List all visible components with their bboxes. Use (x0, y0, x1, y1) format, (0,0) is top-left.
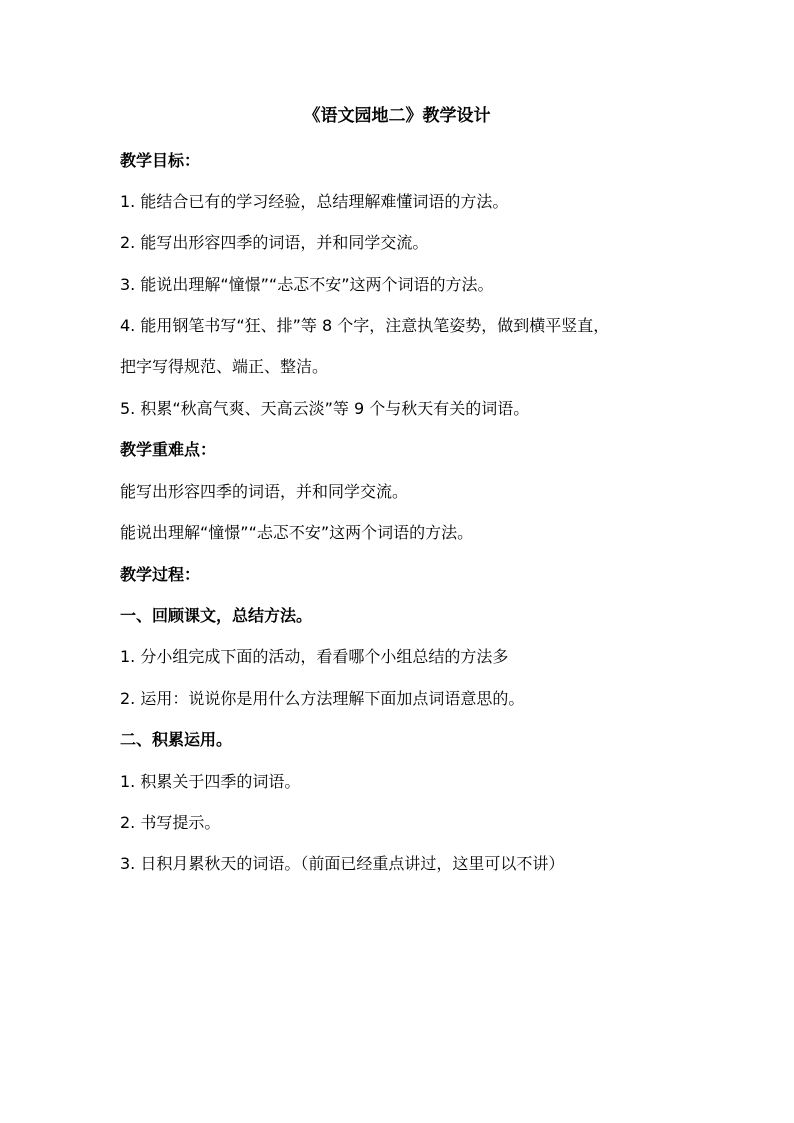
part1-item: 2. 运用：说说你是用什么方法理解下面加点词语意思的。 (120, 689, 525, 708)
part2-item: 1. 积累关于四季的词语。 (120, 772, 301, 791)
part1-heading: 一、回顾课文，总结方法。 (120, 606, 313, 625)
key-points-heading: 教学重难点： (120, 440, 217, 459)
objectives-heading: 教学目标： (120, 151, 201, 170)
objective-item-continuation: 把字写得规范、端正、整洁。 (120, 357, 329, 376)
objective-item: 5. 积累“秋高气爽、天高云淡”等 9 个与秋天有关的词语。 (120, 399, 530, 418)
part1-item: 1. 分小组完成下面的活动，看看哪个小组总结的方法多 (120, 647, 509, 666)
objective-item: 2. 能写出形容四季的词语，并和同学交流。 (120, 233, 429, 252)
key-point-item: 能说出理解“憧憬”“忐忑不安”这两个词语的方法。 (120, 523, 474, 542)
part2-item: 2. 书写提示。 (120, 813, 221, 832)
process-heading: 教学过程： (120, 565, 201, 584)
objective-item: 4. 能用钢笔书写“狂、排”等 8 个字，注意执笔姿势，做到横平竖直， (120, 316, 610, 335)
objective-item: 3. 能说出理解“憧憬”“忐忑不安”这两个词语的方法。 (120, 275, 494, 294)
part2-item: 3. 日积月累秋天的词语。（前面已经重点讲过，这里可以不讲） (120, 854, 565, 873)
document-title: 《语文园地二》教学设计 (303, 106, 491, 126)
part2-heading: 二、积累运用。 (120, 730, 233, 749)
objective-item: 1. 能结合已有的学习经验，总结理解难懂词语的方法。 (120, 192, 509, 211)
key-point-item: 能写出形容四季的词语，并和同学交流。 (120, 482, 409, 501)
